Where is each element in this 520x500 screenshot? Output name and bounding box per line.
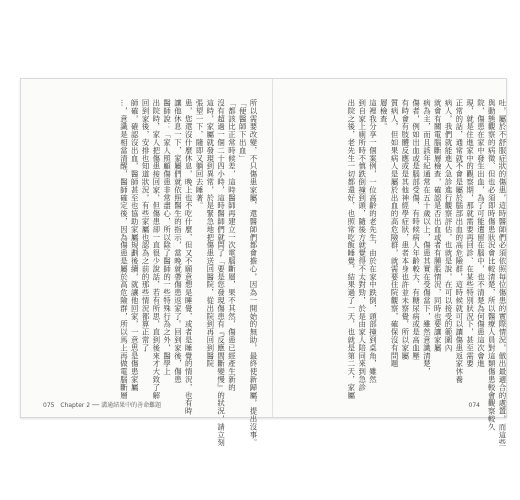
book-spread bbox=[20, 78, 507, 447]
left-page-number: 075 bbox=[43, 402, 55, 409]
running-head: Chapter 2 ── 溝通結果中的善命難題 bbox=[60, 402, 162, 409]
right-page-footer bbox=[469, 402, 484, 409]
right-page bbox=[273, 79, 507, 447]
left-page-footer bbox=[43, 400, 165, 409]
right-page-number: 074 bbox=[468, 402, 480, 409]
left-page-body-text: 所以需要改變，不只傷患家屬，還醫師們都會擔心，因為一開始的無助，最終使新歸屬，提出沒事。 「便醫師下出血」 「都該比正常時候差，這時醫師再建立一次電腦斷層，果不其然，傷患已經產生新的 沒有超過一個二十四小時，這時醫師們就問了「要是您發現傷患有『反應間斷變慢』的狀況，請立刻 這時，家屬就發現到異常，於是緊急地把傷患送回醫院，從出院到再回到醫院 張望一下，隨即又躺回去睡著。 患，您還沒什麼休息，晚上也不吃什麼，但又不願意想是睡覺，或者是睡覺的情況，也有時 讓他休息一下，家屬們就依照醫生的指示，當晚就帶傷患返家了。回到家後，傷患 醫師說：「家人照顧傷患非常盡心，所以除了醫師的一些特殊行為之外，醫學上 出院時，家人把傷患接回家，但傷患卻一直很少說話，若有所思，直到後來才大致了解 回到家後，安排也知道狀況，有些家屬也認為之前的那些情況都算正常了 師確，確認沒出血，醫師甚至也協助家屬規劃後續，就讓他回家，一意思是傷患家屬 …，意識是相當清醒，醫師確定後，因為傷患是屬於高危險群，所以馬上再做電腦斷層 bbox=[119, 99, 258, 447]
right-page-body-text: 吐，屬於不舒服症狀的傷患，這時醫師們必須依照每位傷患的實際情況，做出最適合的處置，而這些 與動態觀察的病徵、但也必須即時傷患狀況會比較清楚，所以醫療人員對這類傷患較會觀察較久 院，傷患在家中發生出血，為了可能遺留在腦中，也不清楚為何傷患這次會進 現，就是住進家中的觀察期，那就需要再回診、在某些特別狀況下，甚至需要 正常的話，通常就不會是屬於腦部出血的高危險群，這時候就可以讓傷患返家休養 病人，我們就能進入急診進行觀察評估，也就是說，在可以接受的範圍內 就會有關電腦斷層檢查，確認是否出血或者有腫脹情況，同時也要讓家屬 病為主，而且該年紀通常在五十歲以上，傷患其實在受傷當下，雖然意識清楚， 傷者，例如出血或是腦部受傷，有時候病人年齡較大、有糖尿病或是高血壓 有時會有肢體反應或是其他神經學症狀，患者本身也許並未察覺，所以家屬 質病人，但如果病人是屬於出血的高危險群，就需要住院觀察，確保沒有問題 層檢查。 這裡我分享一個案例，一位高齡的老先生，由於在家中跌倒，頭部撞到桌角，雖然 到自家上廁所時不慎跌倒撞到頭，隨後方就覺得不太對勁，於是由家人陪同來到急診 出院之後，老先生一切都還好，也照常吃飯睡覺，結果過了一天，也就是第二天，家屬 bbox=[346, 99, 507, 447]
left-page bbox=[21, 79, 272, 447]
